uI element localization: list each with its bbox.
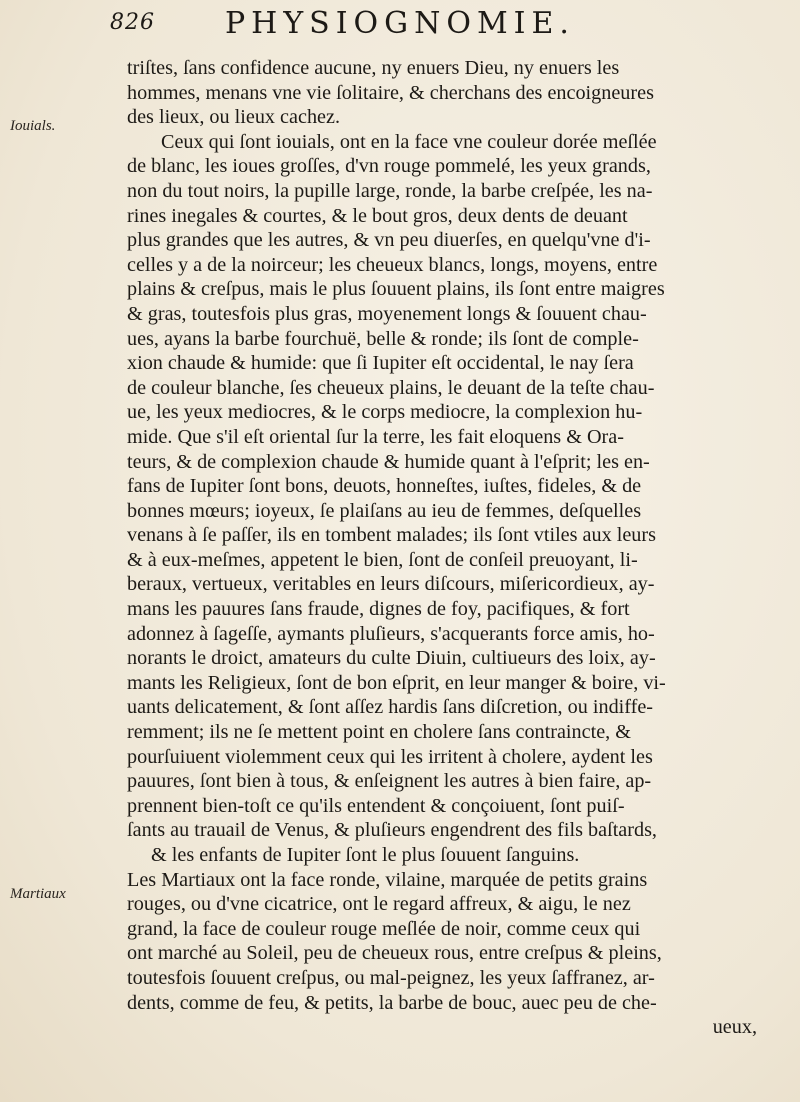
text-line: bonnes mœurs; ioyeux, ſe plaiſans au ieu de femmes, deſquelles [127,499,642,522]
text-line: ueux, [712,1016,757,1039]
text-line: remment; ils ne ſe mettent point en cholere ſans contraincte, & [127,721,631,744]
text-line: hommes, menans vne vie ſolitaire, & cherchans des encoigneures [127,81,654,104]
text-line: rines inegales & courtes, & le bout gros, deux dents de deuant [127,204,628,227]
text-line: beraux, vertueux, veritables en leurs diſcours, miſericordieux, ay- [127,573,655,596]
text-line: triſtes, ſans confidence aucune, ny enuers Dieu, ny enuers les [127,57,620,79]
page-header [110,6,770,50]
text-line: venans à ſe paſſer, ils en tombent malades; ils ſont vtiles aux leurs [127,524,656,547]
text-line: grand, la face de couleur rouge meſlée de noir, comme ceux qui [127,917,641,940]
text-line: plus grandes que les autres, & vn peu diuerſes, en quelqu'vne d'i- [127,229,651,252]
text-line: ſants au trauail de Venus, & pluſieurs engendrent des fils baſtards, [127,819,657,842]
text-line: plains & creſpus, mais le plus ſouuent plains, ils ſont entre maigres [127,278,665,301]
text-line: non du tout noirs, la pupille large, ronde, la barbe creſpée, les na- [127,179,653,202]
text-line: & à eux-meſmes, appetent le bien, ſont de conſeil preuoyant, li- [127,548,638,571]
text-line: rouges, ou d'vne cicatrice, ont le regard affreux, & aigu, le nez [127,893,631,916]
margin-note-iouials: Iouials. [10,118,56,134]
text-line: & gras, toutesfois plus gras, moyenement longs & ſouuent chau- [127,302,647,325]
running-head: PHYSIOGNOMIE. [225,6,575,41]
page-number: 826 [110,10,155,35]
margin-note-martiaux: Martiaux [10,886,66,902]
text-line: xion chaude & humide: que ſi Iupiter eſt occidental, le nay ſera [127,352,634,375]
text-line: Les Martiaux ont la face ronde, vilaine, marquée de petits grains [127,868,648,891]
text-line: ue, les yeux mediocres, & le corps mediocre, la complexion hu- [127,401,643,424]
text-line: pauures, ſont bien à tous, & enſeignent les autres à bien faire, ap- [127,770,652,793]
text-line: teurs, & de complexion chaude & humide quant à l'eſprit; les en- [127,450,650,473]
text-line: ont marché au Soleil, peu de cheueux rous, entre creſpus & pleins, [127,942,662,965]
text-line: fans de Iupiter ſont bons, deuots, honneſtes, iuſtes, fideles, & de [127,475,642,498]
text-line: ues, ayans la barbe fourchuë, belle & ronde; ils ſont de comple- [127,327,639,350]
text-line: mants les Religieux, ſont de bon eſprit, en leur manger & boire, vi- [127,671,666,694]
text-line: de couleur blanche, ſes cheueux plains, le deuant de la teſte chau- [127,376,655,399]
text-line: mans les pauures ſans fraude, dignes de foy, pacifiques, & fort [127,598,630,621]
text-line: de blanc, les ioues groſſes, d'vn rouge pommelé, les yeux grands, [127,155,651,178]
text-line: toutesfois ſouuent creſpus, ou mal-peignez, les yeux ſaffranez, ar- [127,966,655,989]
text-line: pourſuiuent violemment ceux qui les irritent à cholere, aydent les [127,745,653,768]
body-text [127,56,777,1040]
text-line: Ceux qui ſont iouials, ont en la face vne couleur dorée meſlée [161,130,657,153]
text-line: celles y a de la noirceur; les cheueux blancs, longs, moyens, entre [127,253,658,276]
text-line: prennent bien-toſt ce qu'ils entendent & conçoiuent, ſont puiſ- [127,794,625,817]
text-line: & les enfants de Iupiter ſont le plus ſouuent ſanguins. [151,844,580,866]
text-line: mide. Que s'il eſt oriental ſur la terre, les fait eloquens & Ora- [127,425,624,448]
text-line: adonnez à ſageſſe, aymants pluſieurs, s'acquerants force amis, ho- [127,622,655,645]
text-line: des lieux, ou lieux cachez. [127,106,341,129]
text-line: dents, comme de feu, & petits, la barbe de bouc, auec peu de che- [127,991,657,1014]
text-line: uants delicatement, & ſont aſſez hardis ſans diſcretion, ou indiffe- [127,696,654,719]
text-line: norants le droict, amateurs du culte Diuin, cultiueurs des loix, ay- [127,647,656,670]
